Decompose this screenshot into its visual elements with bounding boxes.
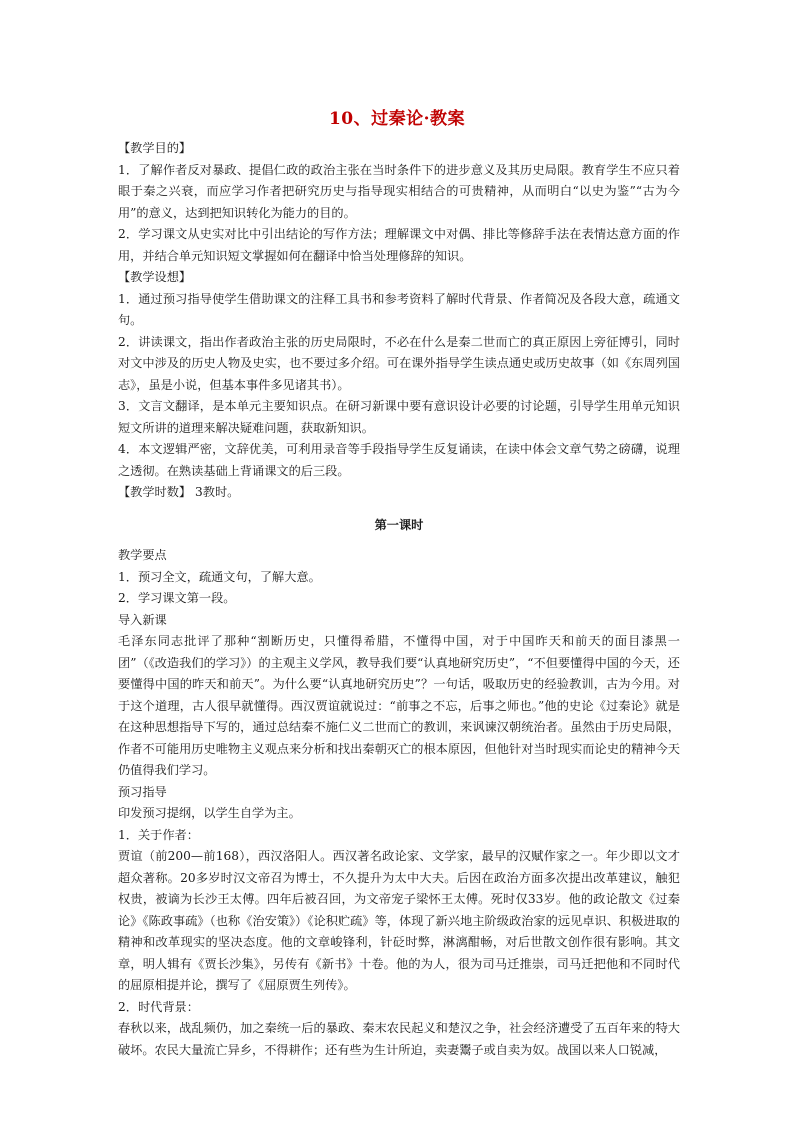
paragraph: 1．预习全文，疏通文句，了解大意。 bbox=[118, 569, 321, 584]
section-heading: 【教学设想】 bbox=[118, 270, 192, 284]
paragraph: 2．时代背景： bbox=[118, 999, 199, 1014]
paragraph: 1．关于作者： bbox=[118, 827, 199, 842]
paragraph: 春秋以来，战乱频仍，加之秦统一后的暴政、秦末农民起义和楚汉之争，社会经济遭受了五百年来的特大破坏。农民大量流亡异乡，不得耕作；还有些为生计所迫，卖妻鬻子或自卖为奴。战国以来人口锐减， bbox=[118, 1021, 680, 1057]
paragraph: 4．本文逻辑严密，文辞优美，可利用录音等手段指导学生反复诵读，在读中体会文章气势之磅礴，说理之透彻。在熟读基础上背诵课文的后三段。 bbox=[118, 442, 680, 478]
paragraph: 预习指导 bbox=[118, 784, 167, 799]
paragraph: 2．学习课文第一段。 bbox=[118, 591, 236, 605]
page-title: 10、过秦论·教案 bbox=[328, 109, 466, 129]
paragraph: 【教学时数】 3教时。 bbox=[118, 485, 240, 499]
document-body bbox=[118, 138, 680, 1061]
paragraph: 印发预习提纲，以学生自学为主。 bbox=[118, 806, 301, 820]
paragraph: 1．通过预习指导使学生借助课文的注释工具书和参考资料了解时代背景、作者简况及各段大意，疏通文句。 bbox=[118, 291, 680, 327]
paragraph: 教学要点 bbox=[118, 548, 167, 562]
lesson-subheading: 第一课时 bbox=[374, 517, 424, 532]
paragraph: 毛泽东同志批评了那种“割断历史，只懂得希腊，不懂得中国，对于中国昨天和前天的面目漆黑一团”（《改造我们的学习》）的主观主义学风，教导我们要“认真地研究历史”，“不但要懂得中国的今天，还要懂得中国的昨天和前天”。为什么要“认真地研究历史”？一句话，吸取历史的经验教训，古为今用。对于这个道理，古人很早就懂得。西汉贾谊就说过：“前事之不忘，后事之师也。”他的史论《过秦论》就是在这种思想指导下写的，通过总结秦不施仁义二世而亡的教训，来讽谏汉朝统治者。虽然由于历史局限，作者不可能用历史唯物主义观点来分析和找出秦朝灭亡的根本原因，但他针对当时现实而论史的精神今天仍值得我们学习。 bbox=[118, 634, 680, 777]
paragraph: 2．学习课文从史实对比中引出结论的写作方法；理解课文中对偶、排比等修辞手法在表情达意方面的作用，并结合单元知识短文掌握如何在翻译中恰当处理修辞的知识。 bbox=[118, 227, 680, 263]
section-heading: 【教学目的】 bbox=[118, 141, 192, 155]
paragraph: 3．文言文翻译，是本单元主要知识点。在研习新课中要有意识设计必要的讨论题，引导学生用单元知识短文所讲的道理来解决疑难问题，获取新知识。 bbox=[118, 399, 680, 435]
paragraph: 2．讲读课文，指出作者政治主张的历史局限时，不必在什么是秦二世而亡的真正原因上旁征博引，同时对文中涉及的历史人物及史实，也不要过多介绍。可在课外指导学生读点通史或历史故事（如《东周列国志》，虽是小说，但基本事件多见诸其书）。 bbox=[118, 334, 680, 392]
paragraph: 1．了解作者反对暴政、提倡仁政的政治主张在当时条件下的进步意义及其历史局限。教育学生不应只着眼于秦之兴衰，而应学习作者把研究历史与指导现实相结合的可贵精神，从而明白“以史为鉴”“古为今用”的意义，达到把知识转化为能力的目的。 bbox=[118, 162, 680, 220]
paragraph: 导入新课 bbox=[118, 612, 167, 627]
paragraph: 贾谊（前200—前168），西汉洛阳人。西汉著名政论家、文学家，最早的汉赋作家之一。年少即以文才超众著称。20多岁时汉文帝召为博士，不久提升为太中大夫。后因在政治方面多次提出改革建议，触犯权贵，被谪为长沙王太傅。四年后被召回，为文帝宠子梁怀王太傅。死时仅33岁。他的政论散文《过秦论》《陈政事疏》（也称《治安策》）《论积贮疏》等，体现了新兴地主阶级政治家的远见卓识、积极进取的精神和改革现实的坚决态度。他的文章峻锋利，针砭时弊，淋漓酣畅，对后世散文创作很有影响。其文章，明人辑有《贾长沙集》，另传有《新书》十卷。他的为人，很为司马迁推崇，司马迁把他和不同时代的屈原相提并论，撰写了《屈原贾生列传》。 bbox=[118, 849, 680, 992]
